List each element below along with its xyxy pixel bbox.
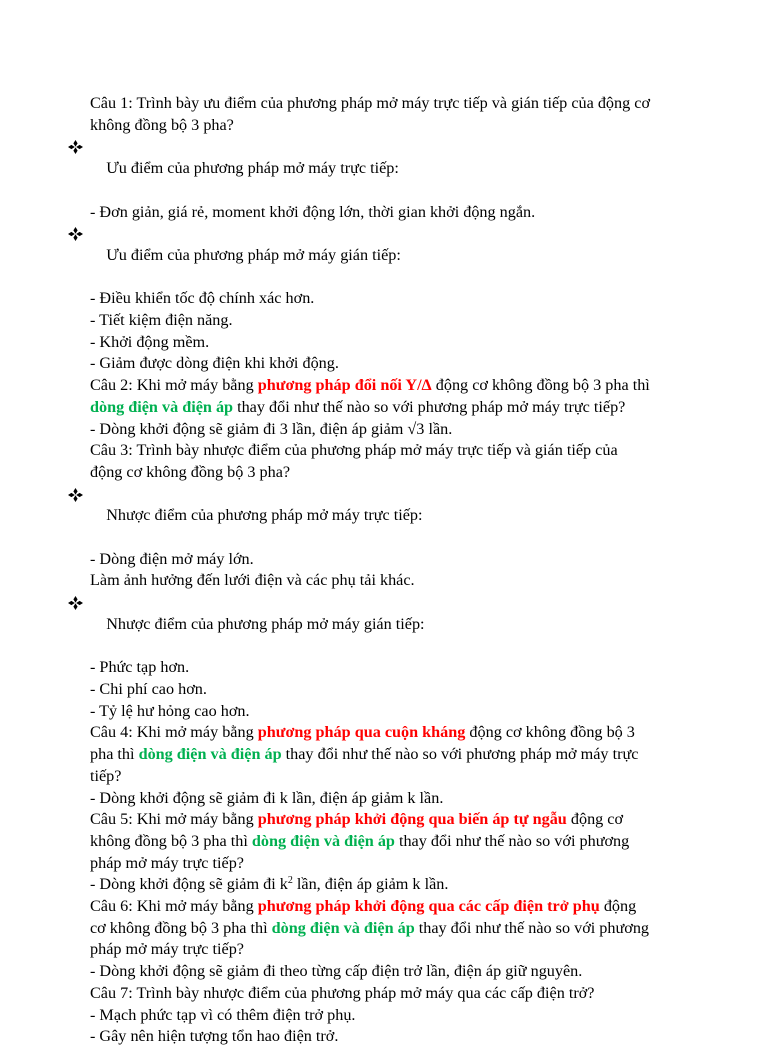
- bullet-heading-text: Nhược điểm của phương pháp mở máy gián tiếp:: [106, 614, 425, 633]
- question-text: Câu 4: Khi mở máy bằng: [90, 723, 258, 742]
- answer-text: - Dòng khởi động sẽ giảm đi k: [90, 875, 288, 894]
- four-diamond-bullet-icon: [68, 592, 86, 614]
- green-emphasis: dòng điện và điện áp: [90, 397, 234, 416]
- question-4-line-1: [90, 722, 730, 744]
- question-4-line-3: tiếp?: [90, 766, 122, 785]
- question-text: Câu 5: Khi mở máy bằng: [90, 810, 258, 829]
- bullet-heading-text: Ưu điểm của phương pháp mở máy gián tiếp:: [106, 245, 401, 264]
- question-6-line-1: [90, 896, 730, 918]
- question-2-line-1: [90, 375, 730, 397]
- question-6-line-2: [90, 918, 730, 940]
- four-diamond-bullet-icon: [68, 484, 86, 506]
- four-diamond-bullet-icon: [68, 136, 86, 158]
- question-text: không đồng bộ 3 pha thì: [90, 831, 252, 850]
- list-item: - Mạch phức tạp vì có thêm điện trở phụ.: [90, 1005, 356, 1024]
- red-emphasis: phương pháp qua cuộn kháng: [257, 723, 466, 742]
- question-5-line-3: pháp mở máy trực tiếp?: [90, 853, 244, 872]
- list-item: - Khởi động mềm.: [90, 332, 210, 351]
- list-item: - Giảm được dòng điện khi khởi động.: [90, 354, 339, 373]
- list-item: - Đơn giản, giá rẻ, moment khởi động lớn, thời gian khởi động ngắn.: [90, 202, 536, 221]
- question-5-line-1: [90, 809, 730, 831]
- answer: - Dòng khởi động sẽ giảm đi theo từng cấp điện trở lần, điện áp giữ nguyên.: [90, 962, 583, 981]
- question-7: Câu 7: Trình bày nhược điểm của phương pháp mở máy qua các cấp điện trở?: [90, 983, 595, 1002]
- green-emphasis: dòng điện và điện áp: [138, 745, 282, 764]
- answer-text: lần, điện áp giảm k lần.: [292, 875, 449, 894]
- document-body: [90, 93, 730, 1048]
- question-text: thay đổi như thế nào so với phương: [394, 831, 630, 850]
- question-4-line-2: [90, 744, 730, 766]
- bullet-heading-direct-advantages: [90, 136, 730, 201]
- question-1-line-1: Câu 1: Trình bày ưu điểm của phương pháp mở máy trực tiếp và gián tiếp của động cơ: [90, 94, 651, 112]
- question-text: Câu 6: Khi mở máy bằng: [90, 897, 258, 916]
- answer: [90, 874, 730, 896]
- bullet-heading-text: Ưu điểm của phương pháp mở máy trực tiếp:: [106, 159, 399, 178]
- question-text: động cơ: [566, 810, 624, 829]
- question-1-line-2: không đồng bộ 3 pha?: [90, 115, 234, 134]
- list-item: - Phức tạp hơn.: [90, 658, 190, 677]
- question-3-line-1: Câu 3: Trình bày nhược điểm của phương pháp mở máy trực tiếp và gián tiếp của: [90, 441, 618, 460]
- question-text: Câu 2: Khi mở máy bằng: [90, 376, 258, 395]
- green-emphasis: dòng điện và điện áp: [271, 918, 415, 937]
- bullet-heading-text: Nhược điểm của phương pháp mở máy trực tiếp:: [106, 506, 423, 525]
- question-text: thay đổi như thế nào so với phương pháp mở máy trực: [281, 745, 639, 764]
- question-text: động: [599, 897, 637, 916]
- list-item: Làm ảnh hưởng đến lưới điện và các phụ tải khác.: [90, 571, 415, 590]
- question-6-line-3: pháp mở máy trực tiếp?: [90, 940, 244, 959]
- question-5-line-2: [90, 831, 730, 853]
- list-item: - Dòng điện mở máy lớn.: [90, 549, 254, 568]
- answer: - Dòng khởi động sẽ giảm đi 3 lần, điện áp giảm √3 lần.: [90, 419, 453, 438]
- question-text: động cơ không đồng bộ 3 pha thì: [431, 376, 650, 395]
- bullet-heading-direct-disadvantages: [90, 484, 730, 549]
- green-emphasis: dòng điện và điện áp: [251, 831, 395, 850]
- question-text: pha thì: [90, 745, 139, 764]
- question-2-line-2: [90, 397, 730, 419]
- question-text: cơ không đồng bộ 3 pha thì: [90, 918, 272, 937]
- red-emphasis: phương pháp khởi động qua các cấp điện trở phụ: [257, 897, 600, 916]
- list-item: - Gây nên hiện tượng tổn hao điện trở.: [90, 1027, 339, 1046]
- question-text: thay đổi như thế nào so với phương: [414, 918, 650, 937]
- question-text: động cơ không đồng bộ 3: [465, 723, 635, 742]
- list-item: - Tỷ lệ hư hỏng cao hơn.: [90, 701, 250, 720]
- list-item: - Điều khiển tốc độ chính xác hơn.: [90, 289, 315, 308]
- red-emphasis: phương pháp khởi động qua biến áp tự ngẫu: [257, 810, 567, 829]
- four-diamond-bullet-icon: [68, 223, 86, 245]
- red-emphasis: phương pháp đổi nối Y/Δ: [257, 376, 432, 395]
- superscript: 2: [287, 875, 293, 887]
- list-item: - Chi phí cao hơn.: [90, 679, 207, 698]
- answer: - Dòng khởi động sẽ giảm đi k lần, điện áp giảm k lần.: [90, 788, 444, 807]
- bullet-heading-indirect-advantages: [90, 223, 730, 288]
- question-3-line-2: động cơ không đồng bộ 3 pha?: [90, 462, 291, 481]
- question-text: thay đổi như thế nào so với phương pháp mở máy trực tiếp?: [233, 397, 626, 416]
- bullet-heading-indirect-disadvantages: [90, 592, 730, 657]
- list-item: - Tiết kiệm điện năng.: [90, 311, 233, 330]
